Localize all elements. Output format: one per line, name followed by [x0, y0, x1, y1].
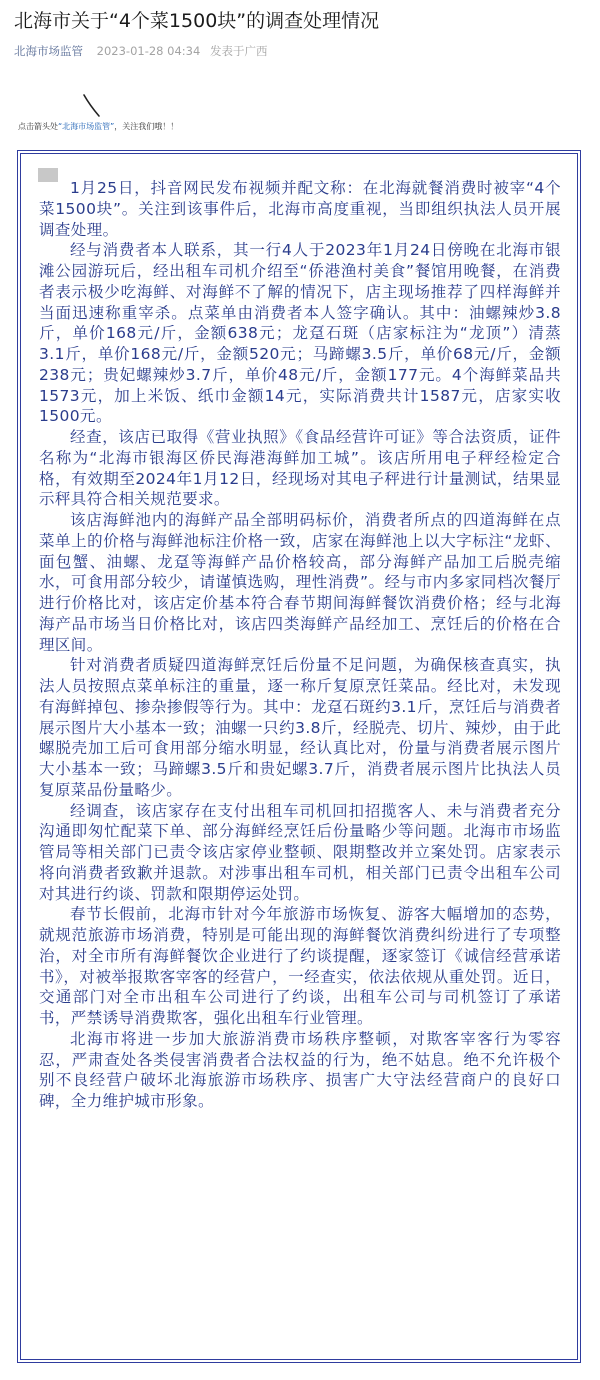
author-link[interactable]: 北海市场监管 — [14, 44, 83, 58]
publish-date: 2023-01-28 04:34 — [96, 44, 201, 58]
paragraph: 该店海鲜池内的海鲜产品全部明码标价，消费者所点的四道海鲜在点菜单上的价格与海鲜池标注价格一致，店家在海鲜池上以大字标注“龙虾、面包蟹、油螺、龙趸等海鲜产品价格较高，部分海鲜产品加工后脱壳缩水，可食用部分较少，请谨慎选购，理性消费”。经与市内多家同档次餐厅进行价格比对，该店定价基本符合春节期间海鲜餐饮消费价格；经与北海海产品市场当日价格比对，该店四类海鲜产品经加工、烹饪后的价格在合理区间。 — [39, 511, 561, 654]
paragraph: 经调查，该店家存在支付出租车司机回扣招揽客人、未与消费者充分沟通即匆忙配菜下单、部分海鲜经烹饪后份量略少等问题。北海市市场监管局等相关部门已责令该店家停业整顿、限期整改并立案处罚。店家表示将向消费者致歉并退款。对涉事出租车司机，相关部门已责令出租车公司对其进行约谈、罚款和限期停运处罚。 — [39, 801, 561, 903]
arrow-icon — [80, 92, 104, 120]
follow-prompt-prefix: 点击箭头处 — [18, 122, 58, 131]
paragraph: 春节长假前，北海市针对今年旅游市场恢复、游客大幅增加的态势，就规范旅游市场消费，特别是可能出现的海鲜餐饮消费纠纷进行了专项整治，对全市所有海鲜餐饮企业进行了约谈提醒，逐家签订《诚信经营承诺书》，对被举报欺客宰客的经营户，一经查实，依法依规从重处罚。近日，交通部门对全市出租车公司进行了约谈，出租车公司与司机签订了承诺书，严禁诱导消费欺客，强化出租车行业管理。 — [39, 905, 561, 1027]
follow-account-link[interactable]: “北海市场监管” — [58, 122, 115, 131]
paragraph: 北海市将进一步加大旅游消费市场秩序整顿，对欺客宰客行为零容忍，严肃查处各类侵害消费者合法权益的行为，绝不姑息。绝不允许极个别不良经营户破坏北海旅游市场秩序、损害广大守法经营商户的良好口碑，全力维护城市形象。 — [39, 1029, 561, 1110]
article-title: 北海市关于“4个菜1500块”的调查处理情况 — [14, 10, 380, 32]
paragraph: 经查，该店已取得《营业执照》《食品经营许可证》等合法资质，证件名称为“北海市银海区侨民海港海鲜加工城”。该店所用电子秤经检定合格，有效期至2024年1月12日，经现场对其电子秤进行计量测试，结果显示秤具符合相关规范要求。 — [39, 428, 561, 509]
paragraph: 1月25日，抖音网民发布视频并配文称：在北海就餐消费时被宰“4个菜1500块”。关注到该事件后，北海市高度重视，当即组织执法人员开展调查处理。 — [39, 179, 561, 239]
paragraph: 经与消费者本人联系，其一行4人于2023年1月24日傍晚在北海市银滩公园游玩后，经出租车司机介绍至“侨港渔村美食”餐馆用晚餐，在消费者表示极少吃海鲜、对海鲜不了解的情况下，店主现场推荐了四样海鲜并当面迅速称重宰杀。点菜单由消费者本人签字确认。其中：油螺辣炒3.8斤，单价168元/斤，金额638元；龙趸石斑（店家标注为“龙顶”）清蒸3.1斤，单价168元/斤，金额520元；马蹄螺3.5斤，单价68元/斤，金额238元；贵妃螺辣炒3.7斤，单价48元/斤，金额177元。4个海鲜菜品共1573元，加上米饭、纸巾金额14元，实际消费共计1587元，店家实收1500元。 — [39, 241, 561, 426]
article-meta — [14, 43, 267, 59]
follow-prompt-suffix: ，关注我们哦！！ — [114, 122, 179, 131]
follow-prompt — [18, 121, 178, 132]
notice-frame — [17, 150, 581, 1363]
article-body — [39, 178, 561, 1112]
publish-location: 发表于广西 — [209, 44, 268, 58]
paragraph: 针对消费者质疑四道海鲜烹饪后份量不足问题，为确保核查真实，执法人员按照点菜单标注的重量，逐一称斤复原烹饪菜品。经比对，未发现有海鲜掉包、掺杂掺假等行为。其中：龙趸石斑约3.1斤，烹饪后与消费者展示图片大小基本一致；油螺一只约3.8斤，经脱壳、切片、辣炒，由于此螺脱壳加工后可食用部分缩水明显，经认真比对，份量与消费者展示图片大小基本一致；马蹄螺3.5斤和贵妃螺3.7斤，消费者展示图片比执法人员复原菜品份量略少。 — [39, 656, 561, 799]
